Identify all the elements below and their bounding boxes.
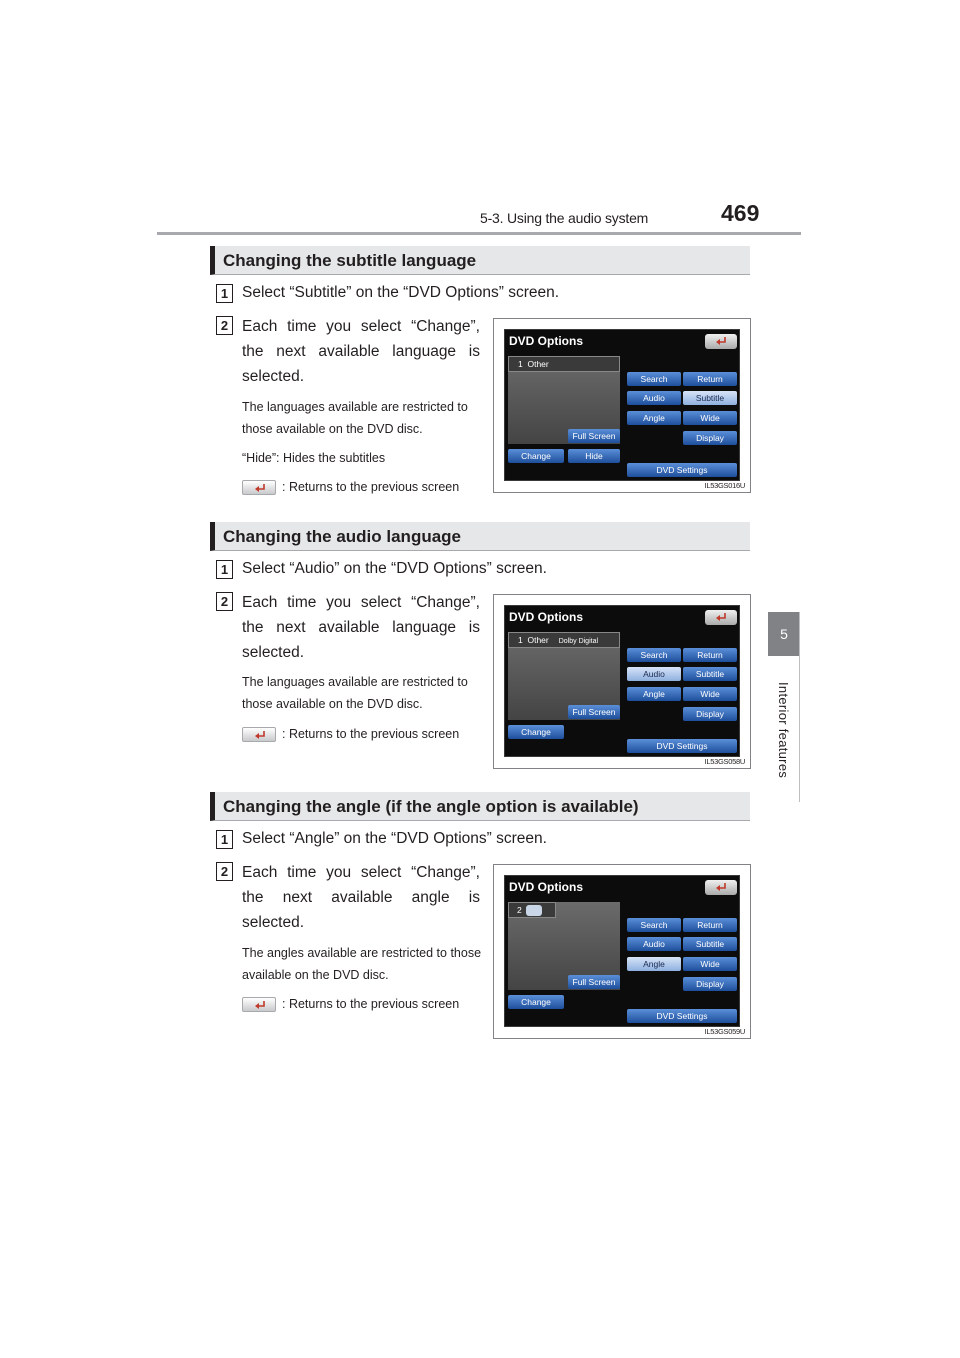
step-number: 1 — [216, 830, 233, 849]
info-number: 2 — [517, 905, 522, 915]
display-button[interactable]: Display — [683, 977, 737, 991]
header-section-title: 5-3. Using the audio system — [480, 210, 649, 226]
audio-button[interactable]: Audio — [627, 667, 681, 681]
step-text: Select “Audio” on the “DVD Options” screen. — [242, 560, 547, 577]
dvd-options-screenshot — [493, 318, 751, 493]
figure-caption: IL53GS059U — [704, 1027, 745, 1036]
audio-button[interactable]: Audio — [627, 391, 681, 405]
note-text: “Hide”: Hides the subtitles — [242, 451, 386, 465]
full-screen-button[interactable]: Full Screen — [568, 975, 620, 989]
back-button[interactable] — [705, 610, 737, 625]
note-return-text: : Returns to the previous screen — [282, 727, 460, 741]
step-text: Select “Angle” on the “DVD Options” screen. — [242, 830, 547, 847]
hide-button[interactable]: Hide — [568, 449, 620, 463]
change-button[interactable]: Change — [508, 725, 564, 739]
angle-button[interactable]: Angle — [627, 411, 681, 425]
search-button[interactable]: Search — [627, 648, 681, 662]
return-arrow-icon — [242, 727, 276, 742]
note-text: The languages available are restricted to those available on the DVD disc. — [242, 675, 468, 711]
figure-caption: IL53GS058U — [704, 757, 745, 766]
chapter-tab: 5 — [768, 612, 800, 656]
subtitle-button[interactable]: Subtitle — [683, 391, 737, 405]
section-title-subtitle: Changing the subtitle language — [210, 246, 750, 275]
return-arrow-icon — [242, 480, 276, 495]
search-button[interactable]: Search — [627, 372, 681, 386]
step-number: 2 — [216, 592, 233, 611]
change-button[interactable]: Change — [508, 995, 564, 1009]
step-text: Each time you select “Change”, the next available angle is selected. — [242, 864, 480, 931]
dvd-options-screenshot — [493, 864, 751, 1039]
wide-button[interactable]: Wide — [683, 957, 737, 971]
section-title-audio: Changing the audio language — [210, 522, 750, 551]
change-button[interactable]: Change — [508, 449, 564, 463]
wide-button[interactable]: Wide — [683, 687, 737, 701]
return-button[interactable]: Return — [683, 648, 737, 662]
note-return — [242, 477, 459, 497]
info-number: 1 — [518, 635, 523, 645]
dvd-settings-button[interactable]: DVD Settings — [627, 463, 737, 477]
camera-icon — [526, 905, 542, 916]
back-button[interactable] — [705, 334, 737, 349]
return-button[interactable]: Return — [683, 372, 737, 386]
step-text: Each time you select “Change”, the next available language is selected. — [242, 318, 480, 385]
angle-info — [508, 902, 556, 918]
angle-button[interactable]: Angle — [627, 957, 681, 971]
note-return — [242, 994, 459, 1014]
audio-button[interactable]: Audio — [627, 937, 681, 951]
display-button[interactable]: Display — [683, 431, 737, 445]
dvd-options-screen — [504, 605, 740, 757]
audio-format: Dolby Digital — [558, 638, 599, 645]
screen-title: DVD Options — [509, 334, 583, 348]
page-number: 469 — [721, 200, 760, 226]
full-screen-button[interactable]: Full Screen — [568, 429, 620, 443]
wide-button[interactable]: Wide — [683, 411, 737, 425]
dvd-settings-button[interactable]: DVD Settings — [627, 1009, 737, 1023]
dvd-options-screen — [504, 329, 740, 481]
step-number: 1 — [216, 560, 233, 579]
dvd-options-screen — [504, 875, 740, 1027]
note-return-text: : Returns to the previous screen — [282, 480, 460, 494]
return-arrow-icon — [242, 997, 276, 1012]
language-info — [508, 356, 620, 372]
step-number: 2 — [216, 316, 233, 335]
step-number: 2 — [216, 862, 233, 881]
screen-title: DVD Options — [509, 610, 583, 624]
screen-title: DVD Options — [509, 880, 583, 894]
header-divider — [157, 232, 801, 235]
note-return — [242, 724, 459, 744]
subtitle-button[interactable]: Subtitle — [683, 667, 737, 681]
return-button[interactable]: Return — [683, 918, 737, 932]
step-text: Each time you select “Change”, the next available language is selected. — [242, 594, 480, 661]
subtitle-button[interactable]: Subtitle — [683, 937, 737, 951]
chapter-divider — [799, 612, 800, 802]
note-return-text: : Returns to the previous screen — [282, 997, 460, 1011]
display-button[interactable]: Display — [683, 707, 737, 721]
chapter-label: Interior features — [776, 682, 791, 779]
back-button[interactable] — [705, 880, 737, 895]
info-number: 1 — [518, 359, 523, 369]
full-screen-button[interactable]: Full Screen — [568, 705, 620, 719]
note-text: The languages available are restricted to those available on the DVD disc. — [242, 400, 468, 436]
dvd-options-screenshot — [493, 594, 751, 769]
search-button[interactable]: Search — [627, 918, 681, 932]
info-text: Other — [527, 359, 549, 369]
info-text: Other — [527, 635, 549, 645]
step-text: Select “Subtitle” on the “DVD Options” screen. — [242, 284, 560, 301]
dvd-settings-button[interactable]: DVD Settings — [627, 739, 737, 753]
language-info — [508, 632, 620, 648]
figure-caption: IL53GS016U — [704, 481, 745, 490]
step-number: 1 — [216, 284, 233, 303]
angle-button[interactable]: Angle — [627, 687, 681, 701]
section-title-angle: Changing the angle (if the angle option is available) — [210, 792, 750, 821]
note-text: The angles available are restricted to those available on the DVD disc. — [242, 946, 482, 982]
